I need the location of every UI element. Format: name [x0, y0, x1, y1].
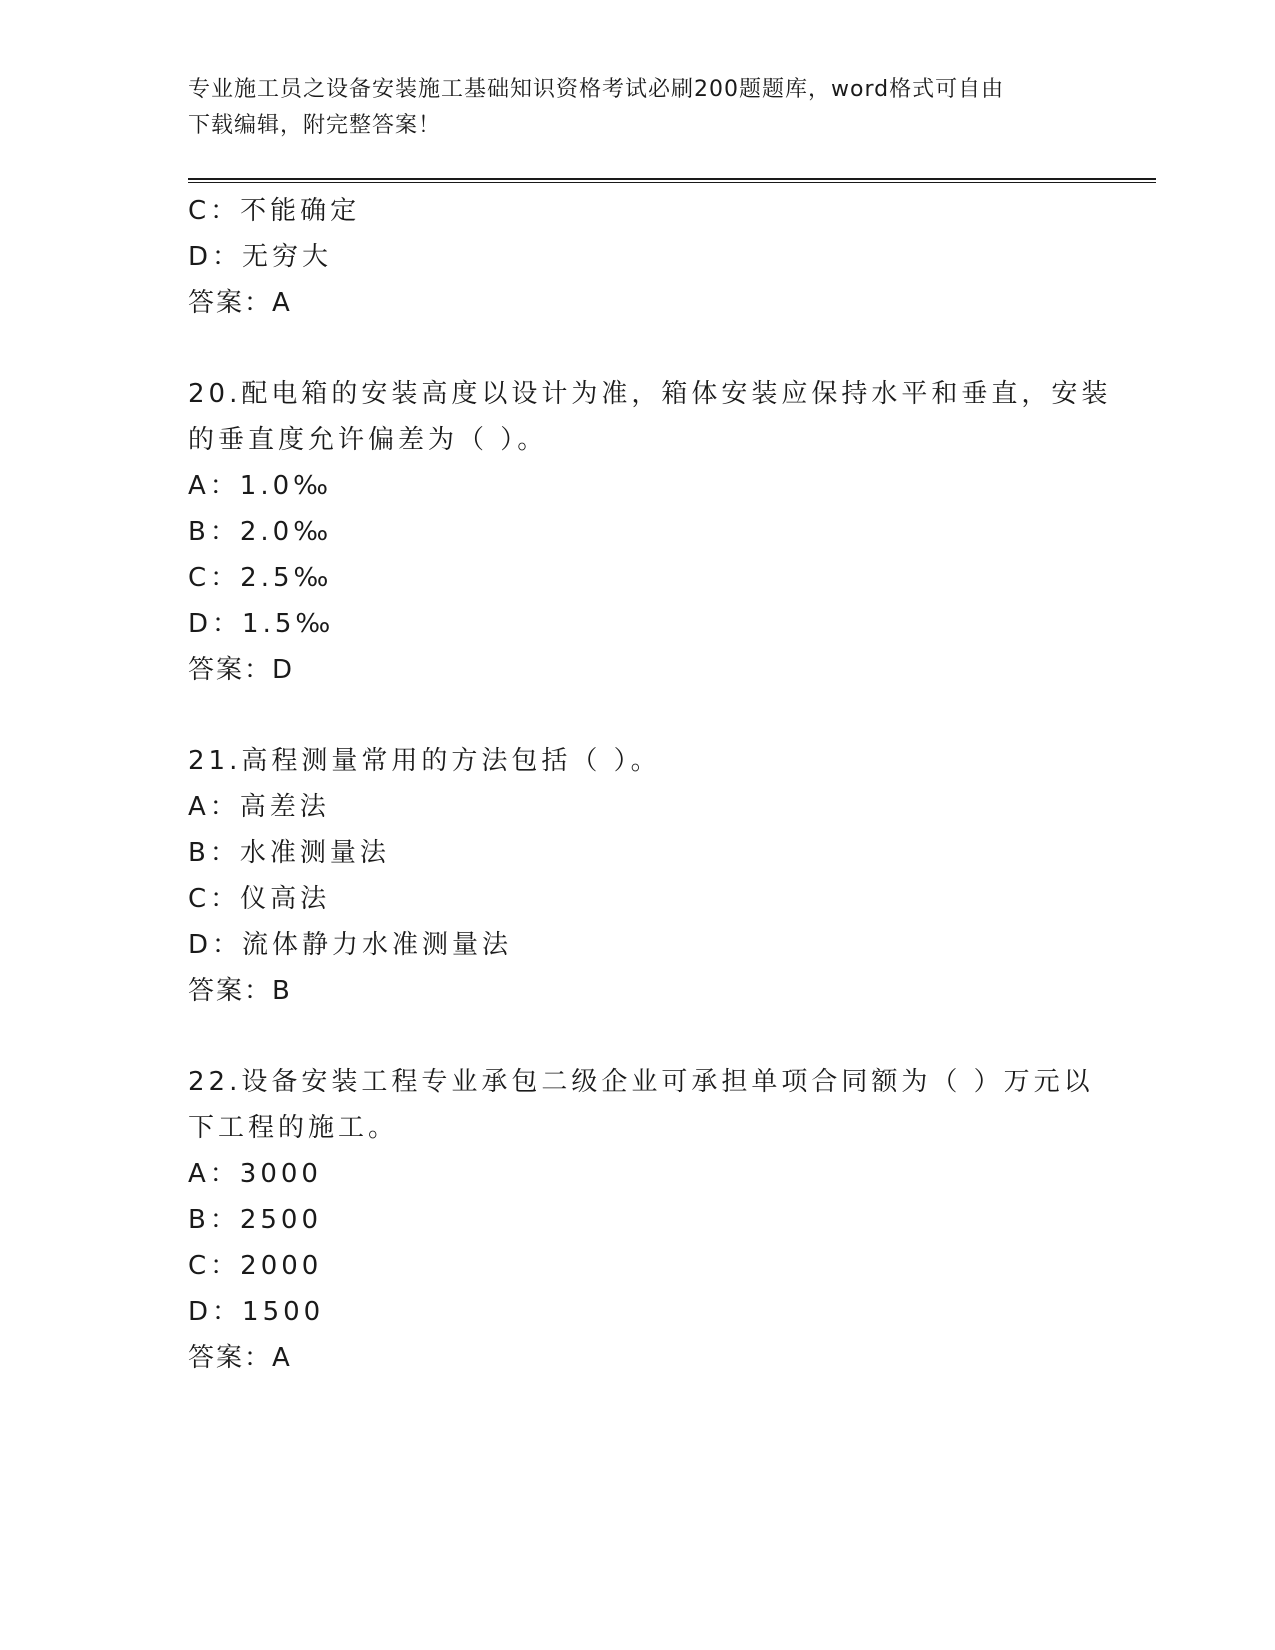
option-c: C：仪高法: [188, 884, 331, 914]
answer-line: 答案：A: [188, 288, 292, 318]
option-a: A：高差法: [188, 792, 330, 822]
question-text-line-1: 22.设备安装工程专业承包二级企业可承担单项合同额为（ ）万元以: [188, 1067, 1094, 1097]
option-c: C：2000: [188, 1251, 323, 1281]
option-b: B：2.0‰: [188, 517, 333, 547]
header-divider: [188, 178, 1156, 183]
option-a: A：3000: [188, 1159, 322, 1189]
question-21: [188, 738, 1088, 1014]
question-text-line-2: 下工程的施工。: [188, 1113, 399, 1143]
prev-question-tail: [188, 188, 1088, 326]
option-b: B：2500: [188, 1205, 323, 1235]
header-line-1: 专业施工员之设备安装施工基础知识资格考试必刷200题题库，word格式可自由: [188, 77, 1005, 102]
option-c: C：不能确定: [188, 196, 361, 226]
question-20: [188, 371, 1112, 693]
answer-line: 答案：B: [188, 976, 292, 1006]
question-22: [188, 1059, 1094, 1381]
header-line-2: 下载编辑，附完整答案！: [188, 113, 442, 138]
answer-line: 答案：A: [188, 1343, 292, 1373]
question-list: [188, 188, 1112, 1381]
option-c: C：2.5‰: [188, 563, 333, 593]
option-b: B：水准测量法: [188, 838, 390, 868]
question-text-line-1: 21.高程测量常用的方法包括（ ）。: [188, 746, 661, 776]
page-header: [188, 72, 1068, 144]
option-d: D：1.5‰: [188, 609, 335, 639]
option-d: D：1500: [188, 1297, 325, 1327]
question-text-line-1: 20.配电箱的安装高度以设计为准，箱体安装应保持水平和垂直，安装: [188, 379, 1112, 409]
option-a: A：1.0‰: [188, 471, 333, 501]
answer-line: 答案：D: [188, 655, 295, 685]
option-d: D：无穷大: [188, 242, 333, 272]
option-d: D：流体静力水准测量法: [188, 930, 513, 960]
question-text-line-2: 的垂直度允许偏差为（ ）。: [188, 425, 548, 455]
